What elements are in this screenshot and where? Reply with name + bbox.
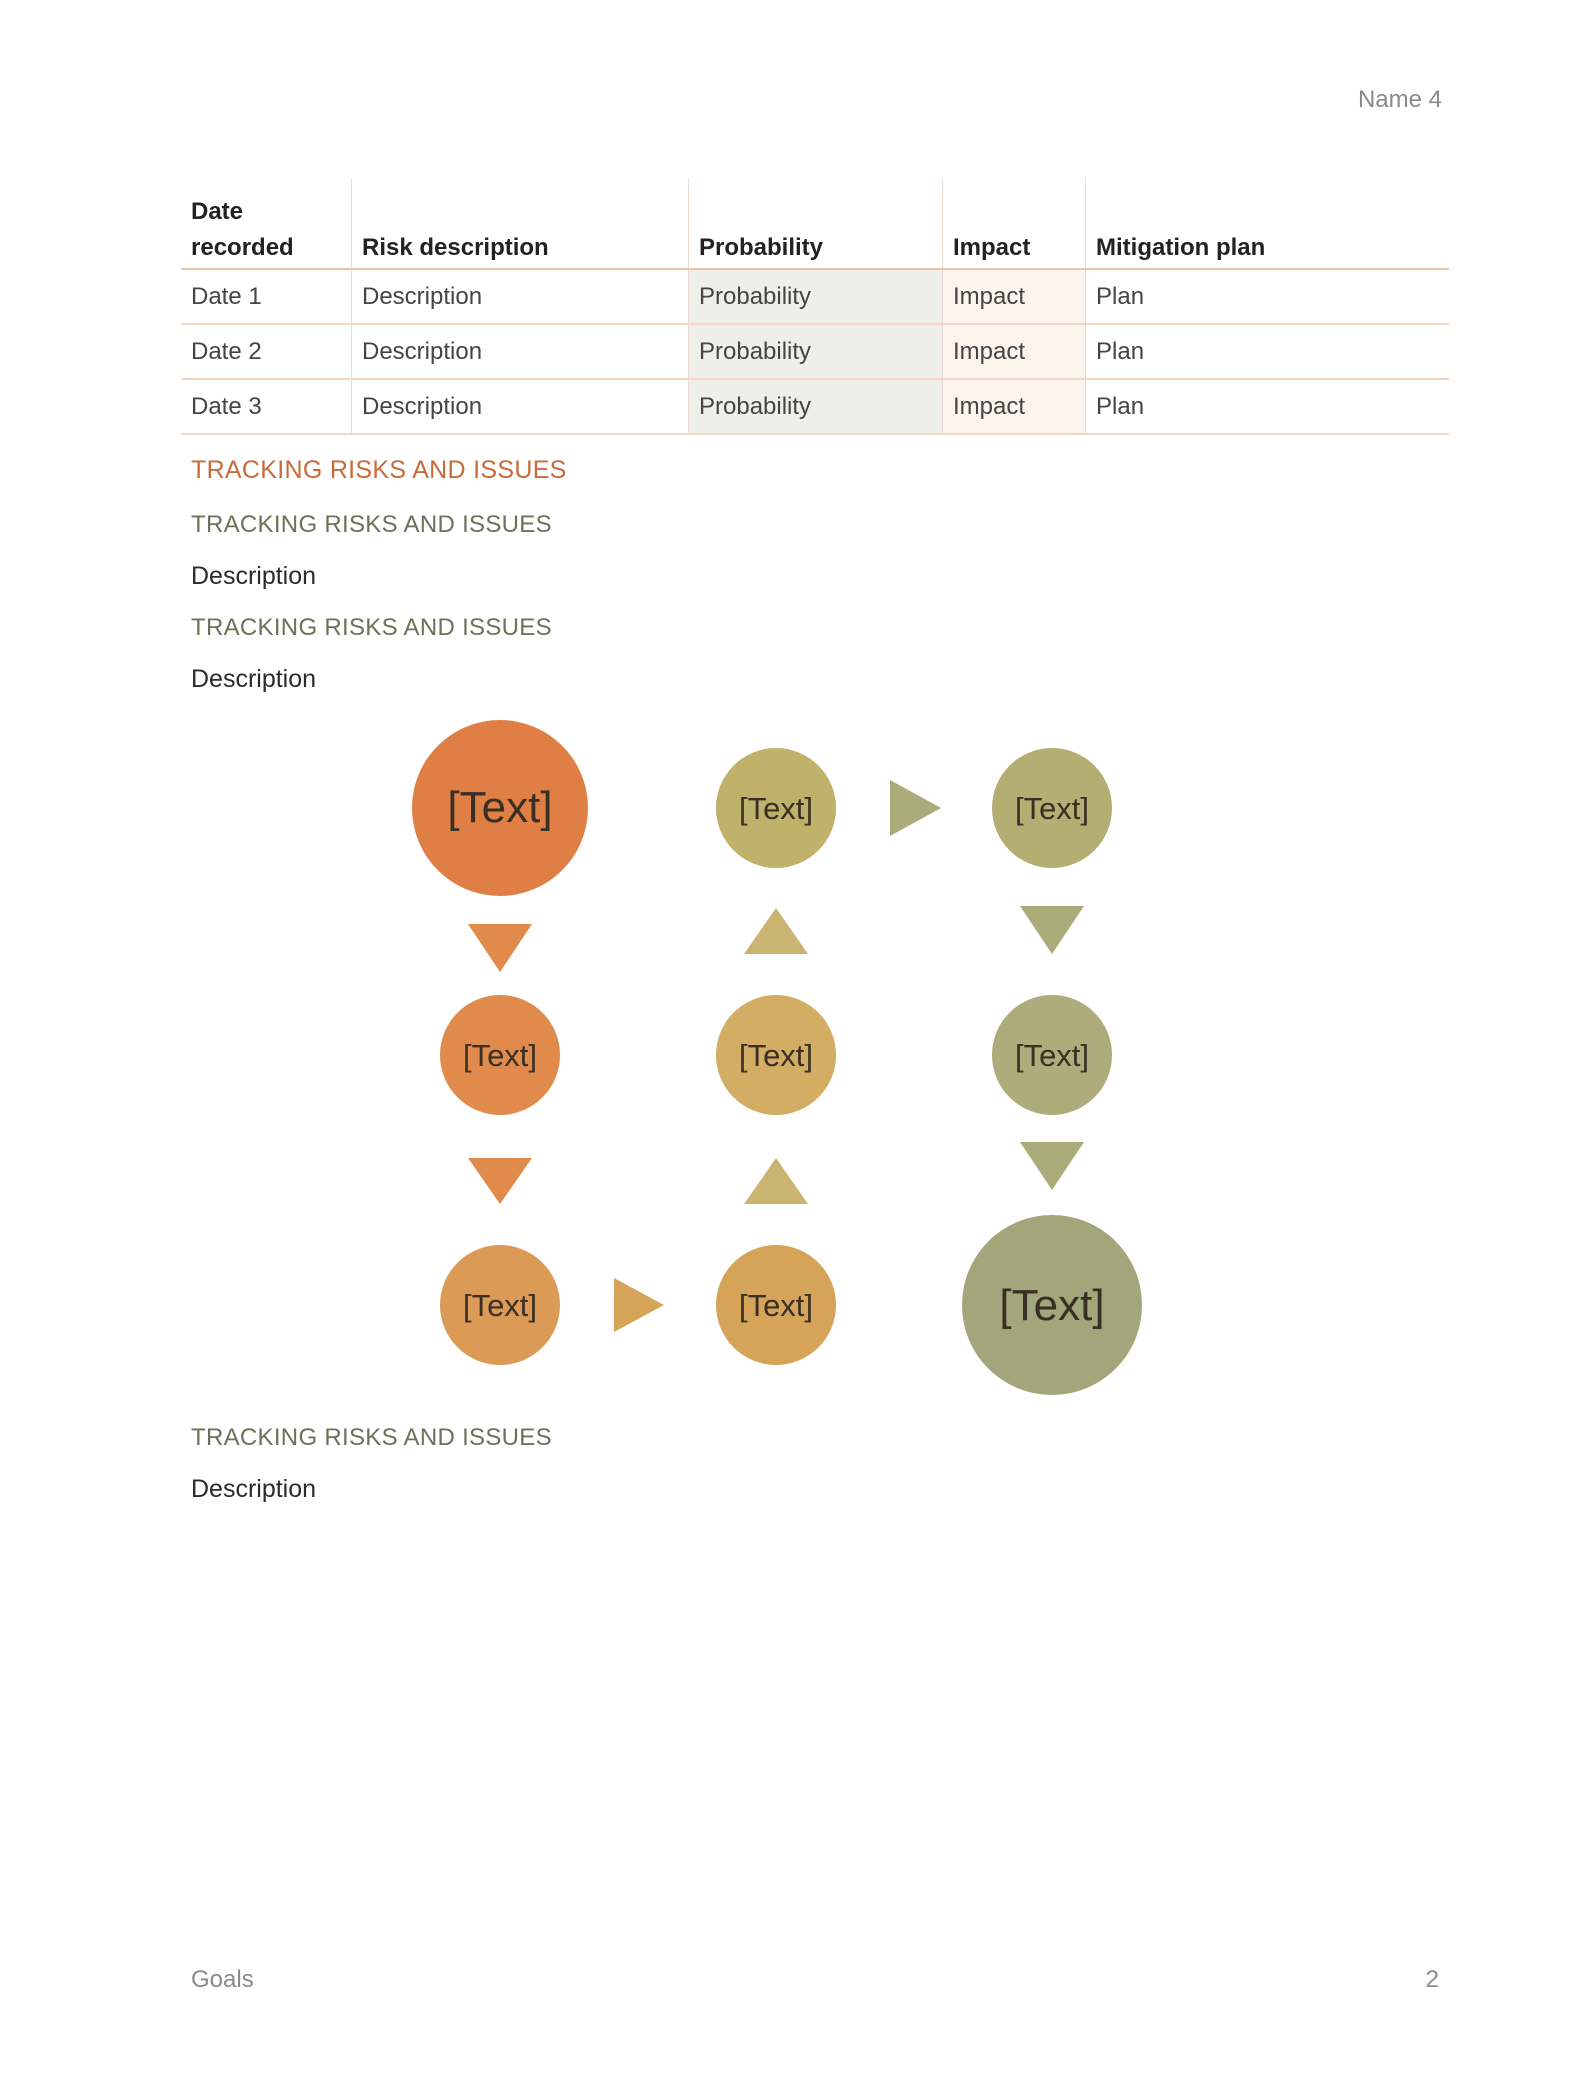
cell-description: Description [352, 269, 689, 324]
footer-label: Goals [191, 1966, 254, 1993]
header-impact: Impact [943, 178, 1086, 269]
diagram-node-label: [Text] [462, 1288, 538, 1323]
cell-date: Date 3 [181, 379, 352, 434]
arrow-down-icon [1020, 1142, 1084, 1190]
subheading-3: TRACKING RISKS AND ISSUES [191, 1424, 552, 1451]
subheading-1: TRACKING RISKS AND ISSUES [191, 511, 552, 538]
diagram-node-label: [Text] [738, 791, 814, 826]
subheading-2: TRACKING RISKS AND ISSUES [191, 614, 552, 641]
arrow-down-icon [1020, 906, 1084, 954]
arrow-up-icon [744, 908, 808, 954]
cell-date: Date 1 [181, 269, 352, 324]
header-risk-description: Risk description [352, 178, 689, 269]
diagram-node-label: [Text] [462, 1038, 538, 1073]
arrow-right-icon [890, 780, 941, 836]
diagram-node-label: [Text] [738, 1288, 814, 1323]
cell-plan: Plan [1086, 269, 1450, 324]
cell-plan: Plan [1086, 324, 1450, 379]
cell-impact: Impact [943, 269, 1086, 324]
header-date: Date recorded [181, 178, 352, 269]
description-3: Description [191, 1475, 317, 1503]
cell-probability: Probability [689, 379, 943, 434]
cell-impact: Impact [943, 379, 1086, 434]
diagram-node-label: [Text] [1014, 1038, 1090, 1073]
arrow-up-icon [744, 1158, 808, 1204]
diagram-node-label: [Text] [999, 1281, 1105, 1330]
diagram-node-label: [Text] [1014, 791, 1090, 826]
arrow-right-icon [614, 1278, 664, 1332]
diagram-node-label: [Text] [738, 1038, 814, 1073]
page-number: 2 [1425, 1966, 1439, 1993]
cell-plan: Plan [1086, 379, 1450, 434]
description-1: Description [191, 562, 317, 590]
header-mitigation-plan: Mitigation plan [1086, 178, 1450, 269]
cell-probability: Probability [689, 324, 943, 379]
cell-date: Date 2 [181, 324, 352, 379]
cell-probability: Probability [689, 269, 943, 324]
description-2: Description [191, 665, 317, 693]
main-heading: TRACKING RISKS AND ISSUES [191, 456, 567, 484]
diagram-node-label: [Text] [447, 783, 553, 832]
cell-impact: Impact [943, 324, 1086, 379]
arrow-down-icon [468, 1158, 532, 1204]
cell-description: Description [352, 324, 689, 379]
arrow-down-icon [468, 924, 532, 972]
header-name: Name 4 [1357, 86, 1442, 113]
header-probability: Probability [689, 178, 943, 269]
cell-description: Description [352, 379, 689, 434]
